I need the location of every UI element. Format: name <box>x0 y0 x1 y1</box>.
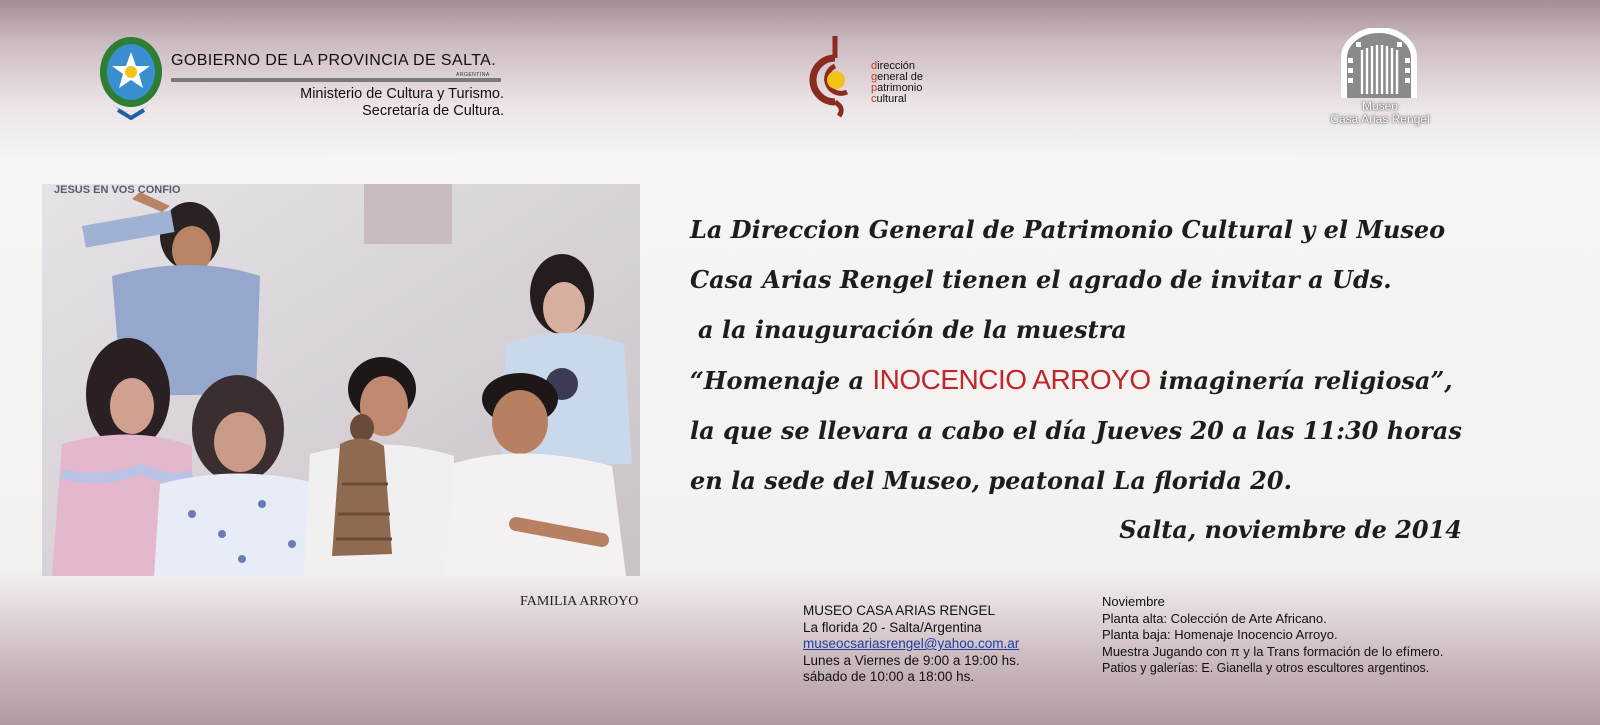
government-ministry <box>300 86 504 120</box>
museo-name-line-2: Casa Arias Rengel <box>1330 112 1430 126</box>
dgpc-line-2: general de <box>871 71 923 83</box>
government-title: GOBIERNO DE LA PROVINCIA DE SALTA. <box>171 52 497 69</box>
header <box>0 0 1600 160</box>
museum-hours-saturday: sábado de 10:00 a 18:00 hs. <box>803 669 975 684</box>
family-photo-illustration <box>42 184 640 576</box>
dgpc-line-1-rest: irección <box>877 60 916 72</box>
photo-wall-text: JESUS EN VOS CONFIO <box>54 184 181 196</box>
secretariat-name: Secretaría de Cultura. <box>362 103 504 119</box>
invitation-text <box>690 205 1570 506</box>
museum-info-address: La florida 20 - Salta/Argentina <box>803 619 982 635</box>
exhibits-month: Noviembre <box>1102 594 1165 609</box>
dgpc-line-3: patrimonio <box>871 82 923 94</box>
invitation-line-5: la que se llevara a cabo el día Jueves 20 a las 11:30 horas <box>690 416 1462 445</box>
invitation-line-6: en la sede del Museo, peatonal La florida 20. <box>690 466 1292 495</box>
invitation-line-4 <box>690 355 1570 406</box>
exhibits-lower-floor: Planta baja: Homenaje Inocencio Arroyo. <box>1102 627 1338 642</box>
invitation-line-3: a la inauguración de la muestra <box>698 315 1127 344</box>
photo-caption: FAMILIA ARROYO <box>520 594 639 609</box>
family-photo <box>42 184 640 576</box>
government-divider <box>171 78 501 82</box>
museum-email-link[interactable]: museocsariasrengel@yahoo.com.ar <box>803 636 1020 651</box>
invitation-line-2: Casa Arias Rengel tienen el agrado de invitar a Uds. <box>690 265 1392 294</box>
invitation-date: Salta, noviembre de 2014 <box>1119 515 1462 544</box>
honoree-name: INOCENCIO ARROYO <box>872 364 1151 395</box>
exhibits-info <box>1102 594 1443 677</box>
museo-name-line-1: Museo <box>1361 99 1399 113</box>
invitation-line-4-post: imaginería religiosa”, <box>1150 366 1453 395</box>
museum-info-name: MUSEO CASA ARIAS RENGEL <box>803 603 996 618</box>
museum-info <box>803 603 1020 686</box>
pi-symbol: π <box>1230 643 1240 659</box>
government-country: ARGENTINA <box>456 72 490 78</box>
dgpc-name <box>871 61 923 105</box>
exhibits-upper-floor: Planta alta: Colección de Arte Africano. <box>1102 610 1327 626</box>
museum-hours-weekday: Lunes a Viernes de 9:00 a 19:00 hs. <box>803 652 1020 668</box>
dgpc-logo-icon <box>805 34 855 118</box>
ministry-name: Ministerio de Cultura y Turismo. <box>300 86 504 102</box>
museo-name <box>1320 100 1440 126</box>
museo-logo-icon <box>1336 28 1422 100</box>
exhibits-show: Muestra Jugando con π y la Trans formación de lo efímero. <box>1102 643 1444 659</box>
exhibits-patios: Patios y galerías: E. Gianella y otros escultores argentinos. <box>1102 661 1430 675</box>
salta-coat-of-arms-icon <box>98 34 164 120</box>
invitation-line-4-pre: “Homenaje a <box>690 366 873 395</box>
dgpc-line-4: cultural <box>871 93 907 105</box>
invitation-line-1: La Direccion General de Patrimonio Cultural y el Museo <box>690 215 1446 244</box>
dgpc-line-1: dirección <box>871 60 916 72</box>
